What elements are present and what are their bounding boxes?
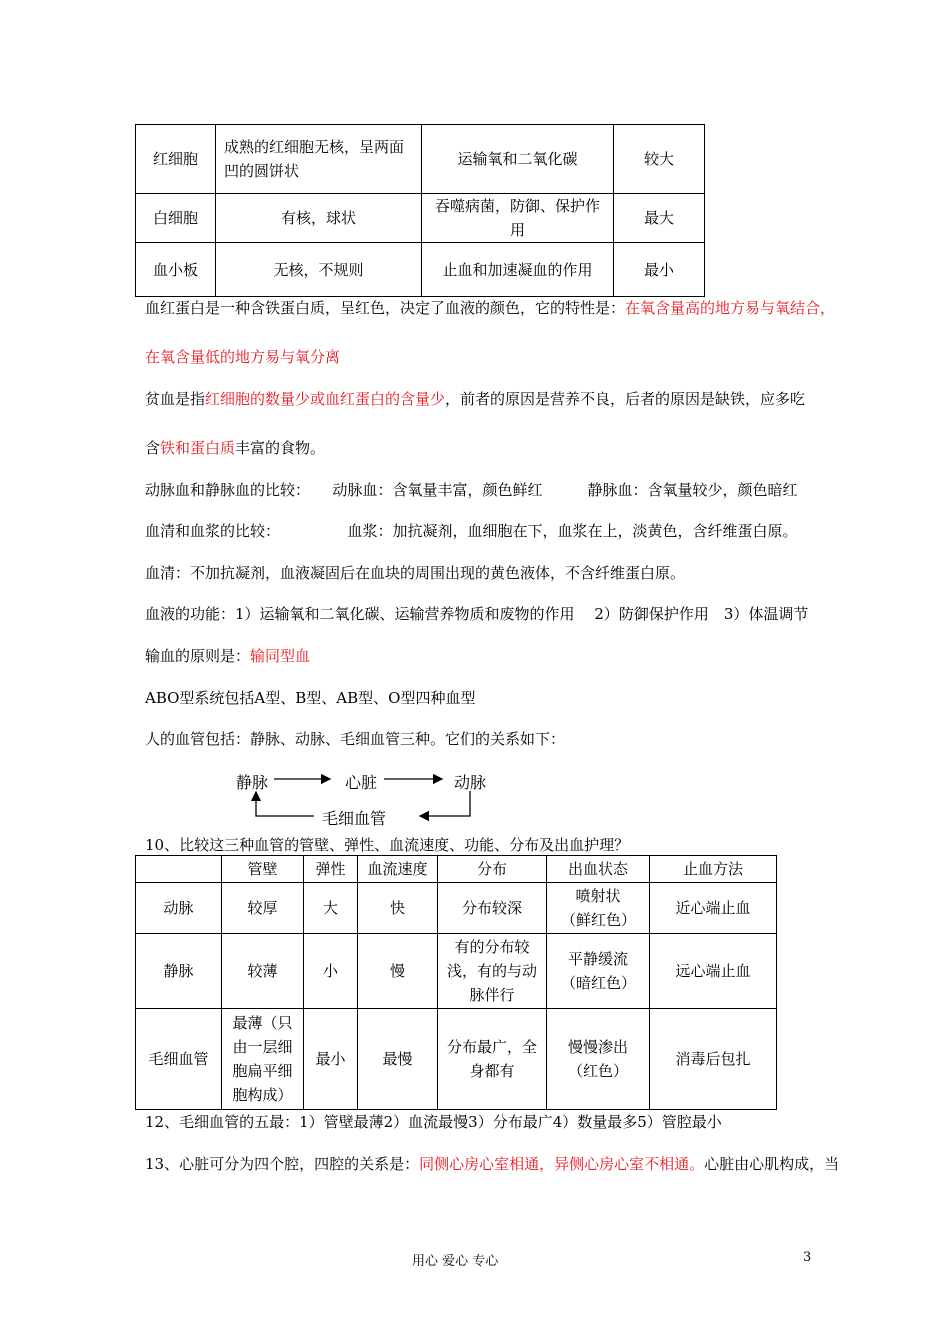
table-cell: 最小 xyxy=(614,243,705,297)
anemia-line xyxy=(145,389,805,409)
table-header-cell: 止血方法 xyxy=(650,856,777,883)
table-cell: 最薄（只由一层细胞扁平细胞构成） xyxy=(222,1009,304,1110)
table-cell: 喷射状（鲜红色） xyxy=(547,883,650,934)
text-span: 丰富的食物。 xyxy=(235,439,326,457)
table-cell: 小 xyxy=(304,934,358,1009)
vessels-line: 人的血管包括：静脉、动脉、毛细血管三种。它们的关系如下： xyxy=(145,730,566,748)
text-span: 心脏由心肌构成，当 xyxy=(704,1155,840,1173)
table-cell: 近心端止血 xyxy=(650,883,777,934)
table-cell: 较薄 xyxy=(222,934,304,1009)
anemia-line-2 xyxy=(145,438,325,458)
blood-cell-table xyxy=(135,124,705,297)
blood-functions-line: 血液的功能：1）运输氧和二氧化碳、运输营养物质和废物的作用 2）防御保护作用 3）体温调节 xyxy=(145,605,809,623)
table-header-cell: 血流速度 xyxy=(358,856,438,883)
text-span: 13、心脏可分为四个腔，四腔的关系是： xyxy=(145,1155,420,1173)
table-header-cell: 分布 xyxy=(438,856,547,883)
table-row xyxy=(136,883,777,934)
footer-motto: 用心 爱心 专心 xyxy=(412,1254,499,1269)
table-cell: 最小 xyxy=(304,1009,358,1110)
question-13 xyxy=(145,1154,839,1174)
table-header-row xyxy=(136,856,777,883)
table-row xyxy=(136,194,705,243)
highlight-text: 输同型血 xyxy=(250,647,311,665)
table-cell: 大 xyxy=(304,883,358,934)
table-header-cell: 出血状态 xyxy=(547,856,650,883)
table-cell: 慢慢渗出（红色） xyxy=(547,1009,650,1110)
heart-label: 心脏 xyxy=(345,773,378,792)
text-span: 血红蛋白是一种含铁蛋白质，呈红色，决定了血液的颜色，它的特性是： xyxy=(145,299,626,317)
arterial-venous-line: 动脉血和静脉血的比较： 动脉血：含氧量丰富，颜色鲜红 静脉血：含氧量较少，颜色暗红 xyxy=(145,481,798,499)
highlight-text: 红细胞的数量少或血红蛋白的含量少 xyxy=(205,390,446,408)
table-header-cell: 弹性 xyxy=(304,856,358,883)
hemoglobin-line-2: 在氧含量低的地方易与氧分离 xyxy=(145,348,341,366)
table-cell: 较厚 xyxy=(222,883,304,934)
text-span: 输血的原则是： xyxy=(145,647,251,665)
table-row xyxy=(136,243,705,297)
table-header-cell: 管壁 xyxy=(222,856,304,883)
table-cell: 消毒后包扎 xyxy=(650,1009,777,1110)
text-span: 含 xyxy=(145,439,161,457)
table-cell: 毛细血管 xyxy=(136,1009,222,1110)
table-cell: 运输氧和二氧化碳 xyxy=(422,125,614,194)
vein-label: 静脉 xyxy=(236,773,269,792)
highlight-text: 铁和蛋白质 xyxy=(160,439,236,457)
text-span: 贫血是指 xyxy=(145,390,206,408)
table-row xyxy=(136,1009,777,1110)
table-cell: 静脉 xyxy=(136,934,222,1009)
table-cell: 动脉 xyxy=(136,883,222,934)
hemoglobin-line xyxy=(145,298,835,318)
table-cell: 较大 xyxy=(614,125,705,194)
highlight-text: 同侧心房心室相通，异侧心房心室不相通。 xyxy=(419,1155,705,1173)
serum-line: 血清：不加抗凝剂，血液凝固后在血块的周围出现的黄色液体，不含纤维蛋白原。 xyxy=(145,564,686,582)
table-cell: 有的分布较浅，有的与动脉伴行 xyxy=(438,934,547,1009)
transfusion-line xyxy=(145,646,310,666)
arrow-artery-to-capillary xyxy=(420,791,470,816)
table-cell: 慢 xyxy=(358,934,438,1009)
table-cell: 远心端止血 xyxy=(650,934,777,1009)
capillary-label: 毛细血管 xyxy=(322,809,387,828)
table-cell: 成熟的红细胞无核，呈两面凹的圆饼状 xyxy=(216,125,422,194)
table-cell: 最慢 xyxy=(358,1009,438,1110)
table-header-cell xyxy=(136,856,222,883)
page-number: 3 xyxy=(803,1250,812,1265)
table-cell: 快 xyxy=(358,883,438,934)
table-cell: 分布较深 xyxy=(438,883,547,934)
artery-label: 动脉 xyxy=(454,773,487,792)
table-cell: 吞噬病菌，防御、保护作用 xyxy=(422,194,614,243)
table-cell: 最大 xyxy=(614,194,705,243)
question-10: 10、比较这三种血管的管壁、弹性、血流速度、功能、分布及出血护理？ xyxy=(145,836,630,854)
question-12: 12、毛细血管的五最：1）管壁最薄2）血流最慢3）分布最广4）数量最多5）管腔最小 xyxy=(145,1113,722,1131)
text-span: ，前者的原因是营养不良，后者的原因是缺铁，应多吃 xyxy=(445,390,806,408)
table-cell: 止血和加速凝血的作用 xyxy=(422,243,614,297)
table-cell: 分布最广，全身都有 xyxy=(438,1009,547,1110)
arrow-capillary-to-vein xyxy=(256,792,314,816)
vessel-comparison-table xyxy=(135,855,777,1110)
highlight-text: 在氧含量高的地方易与氧结合， xyxy=(625,299,836,317)
table-cell: 平静缓流（暗红色） xyxy=(547,934,650,1009)
table-cell: 有核，球状 xyxy=(216,194,422,243)
abo-line: ABO型系统包括A型、B型、AB型、O型四种血型 xyxy=(145,689,476,707)
table-row xyxy=(136,934,777,1009)
table-cell: 血小板 xyxy=(136,243,216,297)
table-cell: 白细胞 xyxy=(136,194,216,243)
serum-plasma-line: 血清和血浆的比较： 血浆：加抗凝剂，血细胞在下，血浆在上，淡黄色，含纤维蛋白原。 xyxy=(145,522,798,540)
table-cell: 无核，不规则 xyxy=(216,243,422,297)
table-cell: 红细胞 xyxy=(136,125,216,194)
table-row xyxy=(136,125,705,194)
